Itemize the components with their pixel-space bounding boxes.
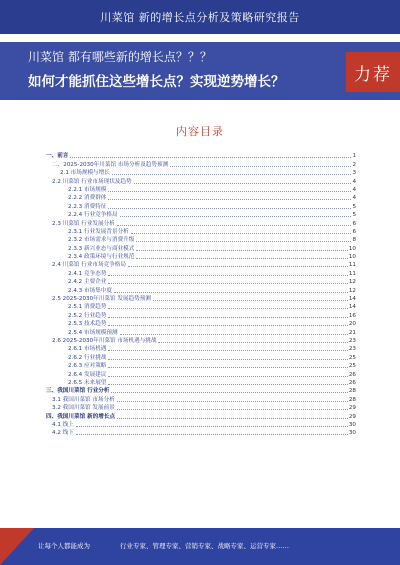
banner [0, 42, 400, 100]
toc-leader-dots [70, 157, 351, 158]
toc-leader-dots [108, 191, 351, 192]
toc-entry[interactable] [46, 186, 356, 194]
toc-leader-dots [120, 334, 348, 335]
toc-leader-dots [108, 367, 347, 368]
toc-entry-title: 2.6 2025-2030年川菜馆 市场机遇与挑战 [52, 337, 157, 344]
toc-leader-dots [136, 250, 348, 251]
toc-entry-title: 2.4 川菜馆 行业市场竞争格局 [52, 262, 126, 269]
header-title: 川菜馆 新的增长点分析及策略研究报告 [100, 11, 300, 24]
toc-entry[interactable] [46, 320, 356, 328]
toc-leader-dots [117, 418, 348, 419]
table-of-contents [46, 152, 356, 437]
toc-leader-dots [117, 225, 352, 226]
footer-bar [0, 528, 400, 565]
toc-entry[interactable] [46, 295, 356, 303]
toc-entry-title: 2.3.1 行业发展背景分析 [68, 228, 129, 235]
toc-entry-page: 14 [348, 296, 356, 303]
toc-entry-page: 29 [348, 413, 356, 420]
toc-entry-page: 16 [348, 312, 356, 319]
toc-entry-title: 3.2 我国川菜馆 发展前景 [52, 405, 115, 412]
toc-entry[interactable] [46, 328, 356, 336]
toc-entry-page: 10 [348, 245, 356, 252]
toc-entry-page: 4 [352, 195, 356, 202]
toc-entry[interactable] [46, 177, 356, 185]
toc-entry-page: 11 [348, 262, 356, 269]
toc-leader-dots [158, 342, 347, 343]
toc-entry-page: 25 [348, 363, 356, 370]
toc-entry-page: 25 [348, 354, 356, 361]
footer-accent [0, 528, 34, 565]
toc-entry-title: 2.6.5 未来展望 [68, 379, 107, 386]
toc-entry-title: 2.4.1 竞争态势 [68, 270, 107, 277]
toc-entry-title: 2.3.4 政策环境与行业规范 [68, 254, 135, 261]
toc-entry-title: 三、我国川菜馆 行业分析 [46, 388, 110, 395]
toc-leader-dots [153, 300, 348, 301]
toc-entry-title: 2.6.2 行业挑战 [68, 354, 107, 361]
toc-entry[interactable] [46, 253, 356, 261]
toc-entry-page: 30 [348, 430, 356, 437]
toc-entry[interactable] [46, 379, 356, 387]
toc-leader-dots [117, 409, 348, 410]
toc-entry-page: 29 [348, 405, 356, 412]
toc-entry[interactable] [46, 269, 356, 277]
toc-leader-dots [108, 275, 347, 276]
toc-leader-dots [136, 241, 351, 242]
toc-leader-dots [76, 426, 348, 427]
toc-entry-page: 12 [348, 287, 356, 294]
toc-entry[interactable] [46, 160, 356, 168]
toc-entry-page: 5 [352, 203, 356, 210]
toc-entry-page: 30 [348, 421, 356, 428]
toc-entry-title: 2.1 市场规模与增长 [60, 170, 110, 177]
toc-entry-page: 28 [348, 396, 356, 403]
toc-entry-title: 2.5.1 消费趋势 [68, 304, 107, 311]
toc-entry-title: 2.2 川菜馆 行业市场现状及趋势 [52, 178, 132, 185]
footer-slogan-right: 行业专家、管理专家、营销专家、战略专家、运营专家…… [120, 542, 289, 550]
toc-leader-dots [108, 208, 351, 209]
toc-entry-title: 3.1 我国川菜馆 市场分析 [52, 396, 115, 403]
toc-leader-dots [136, 258, 348, 259]
toc-entry-title: 2.6.4 发展建议 [68, 371, 107, 378]
toc-entry[interactable] [46, 228, 356, 236]
toc-entry-page: 2 [352, 161, 356, 168]
toc-entry-title: 2.3.2 市场需求与消费升级 [68, 237, 135, 244]
toc-entry[interactable] [46, 236, 356, 244]
toc-entry-page: 23 [348, 346, 356, 353]
toc-entry[interactable] [46, 303, 356, 311]
toc-leader-dots [114, 292, 348, 293]
toc-entry-title: 二、2025-2030年川菜馆 市场分析及趋势预测 [52, 161, 169, 168]
toc-entry[interactable] [46, 194, 356, 202]
toc-entry[interactable] [46, 219, 356, 227]
toc-entry[interactable] [46, 345, 356, 353]
toc-entry-title: 2.6.3 应对策略 [68, 363, 107, 370]
toc-leader-dots [128, 266, 348, 267]
toc-leader-dots [131, 233, 352, 234]
toc-entry-title: 2.5.2 行业趋势 [68, 312, 107, 319]
recommend-badge: 力荐 [346, 52, 400, 92]
toc-entry-title: 4.2 线下 [52, 430, 74, 437]
toc-entry-page: 26 [348, 371, 356, 378]
toc-entry[interactable] [46, 286, 356, 294]
toc-entry[interactable] [46, 261, 356, 269]
banner-line-2: 如何才能抓住这些增长点？实现逆势增长？ [28, 74, 285, 90]
header-bar [0, 0, 400, 34]
toc-entry-page: 5 [352, 212, 356, 219]
toc-leader-dots [170, 166, 351, 167]
toc-entry-page: 11 [348, 270, 356, 277]
toc-entry-page: 1 [352, 153, 356, 160]
toc-entry-title: 2.4.3 市场集中度 [68, 287, 112, 294]
toc-entry-title: 2.5 2025-2030年川菜馆 发展趋势预测 [52, 296, 151, 303]
toc-entry-title: 一、前言 [46, 153, 69, 160]
toc-entry-page: 12 [348, 279, 356, 286]
toc-entry-title: 2.5.3 技术趋势 [68, 321, 107, 328]
toc-leader-dots [120, 216, 352, 217]
toc-entry-title: 2.2.3 消费特征 [68, 203, 107, 210]
toc-entry[interactable] [46, 278, 356, 286]
toc-entry-page: 4 [352, 186, 356, 193]
toc-leader-dots [117, 401, 348, 402]
toc-entry-title: 2.3.3 新兴业态与商业模式 [68, 245, 135, 252]
toc-entry-title: 2.2.4 行业竞争格局 [68, 212, 118, 219]
toc-entry-page: 8 [352, 237, 356, 244]
toc-leader-dots [134, 183, 352, 184]
toc-entry-page: 10 [348, 254, 356, 261]
toc-entry[interactable] [46, 152, 356, 160]
toc-entry-title: 2.3 川菜馆 行业发展分析 [52, 220, 115, 227]
toc-entry[interactable] [46, 211, 356, 219]
toc-entry-title: 4.1 线上 [52, 421, 74, 428]
toc-leader-dots [108, 317, 347, 318]
toc-entry[interactable] [46, 337, 356, 345]
toc-entry[interactable] [46, 244, 356, 252]
toc-entry[interactable] [46, 412, 356, 420]
toc-entry-title: 2.2.2 消费群体 [68, 195, 107, 202]
toc-title: 内容目录 [176, 125, 224, 138]
toc-entry-page: 6 [352, 220, 356, 227]
toc-leader-dots [108, 308, 347, 309]
toc-entry-page: 4 [352, 178, 356, 185]
toc-entry[interactable] [46, 429, 356, 437]
toc-leader-dots [108, 199, 351, 200]
banner-line-1: 川菜馆 都有哪些新的增长点？？？ [28, 50, 212, 64]
toc-leader-dots [108, 376, 347, 377]
toc-entry-title: 2.4.2 主要企业 [68, 279, 107, 286]
toc-entry[interactable] [46, 404, 356, 412]
toc-entry[interactable] [46, 387, 356, 395]
toc-leader-dots [108, 384, 347, 385]
toc-entry[interactable] [46, 311, 356, 319]
footer-slogan-left: 让每个人都能成为 [38, 542, 90, 550]
toc-entry[interactable] [46, 370, 356, 378]
toc-entry-page: 21 [348, 329, 356, 336]
toc-entry[interactable] [46, 169, 356, 177]
toc-leader-dots [108, 359, 347, 360]
toc-leader-dots [108, 350, 347, 351]
toc-leader-dots [76, 434, 348, 435]
toc-entry[interactable] [46, 421, 356, 429]
toc-leader-dots [111, 392, 347, 393]
toc-entry-title: 2.5.4 市场规模预测 [68, 329, 118, 336]
toc-entry-page: 14 [348, 304, 356, 311]
toc-leader-dots [108, 325, 347, 326]
toc-entry-title: 四、我国川菜馆 新的增长点 [46, 413, 116, 420]
toc-entry[interactable] [46, 362, 356, 370]
toc-entry-page: 23 [348, 337, 356, 344]
toc-entry-page: 6 [352, 228, 356, 235]
toc-entry-page: 20 [348, 321, 356, 328]
toc-entry-page: 3 [352, 170, 356, 177]
toc-entry[interactable] [46, 202, 356, 210]
toc-entry[interactable] [46, 353, 356, 361]
toc-entry-title: 2.2.1 市场规模 [68, 186, 107, 193]
toc-entry[interactable] [46, 395, 356, 403]
toc-leader-dots [108, 283, 347, 284]
toc-leader-dots [112, 174, 352, 175]
toc-entry-page: 28 [348, 388, 356, 395]
toc-entry-title: 2.6.1 市场机遇 [68, 346, 107, 353]
toc-entry-page: 26 [348, 379, 356, 386]
